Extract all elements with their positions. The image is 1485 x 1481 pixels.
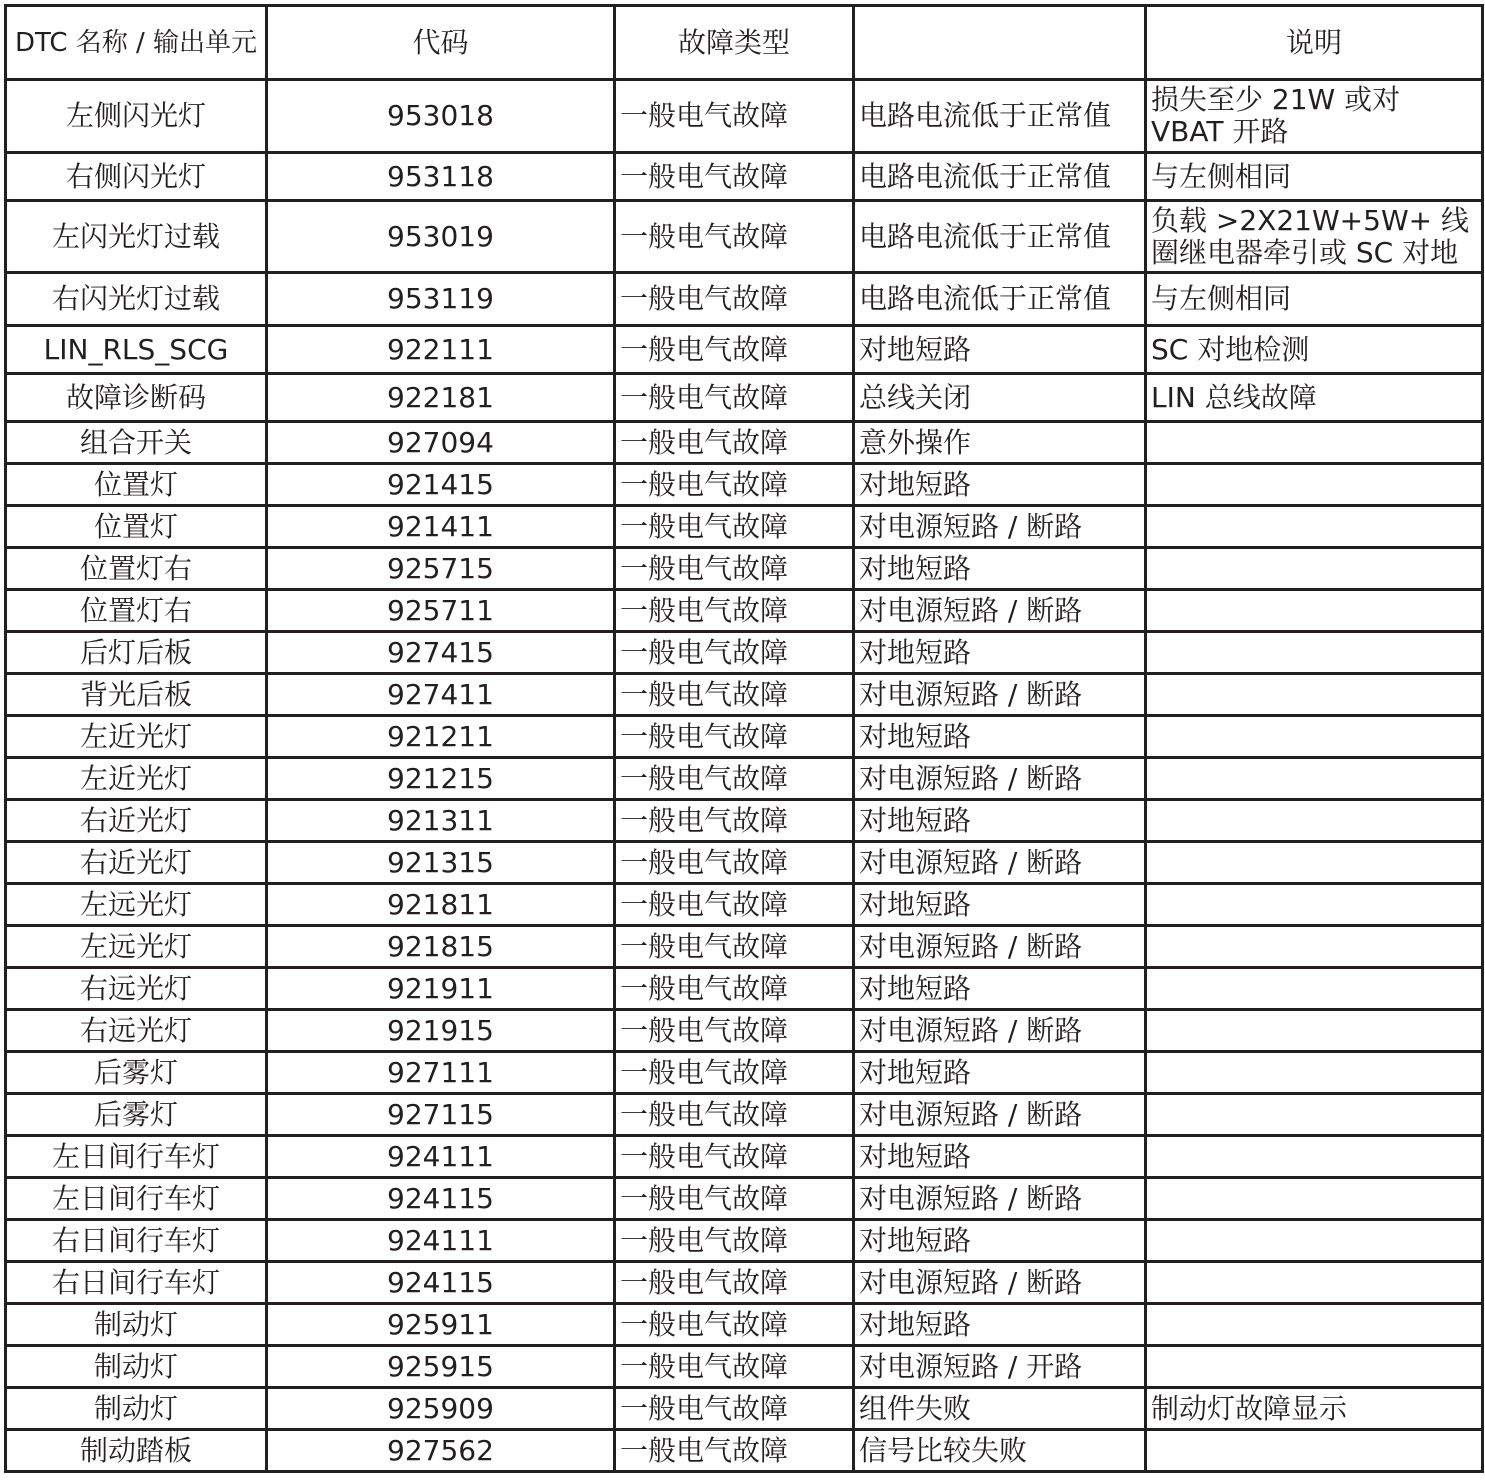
cell-dtc-name: 左日间行车灯 (6, 1178, 267, 1220)
cell-code: 924115 (267, 1178, 615, 1220)
cell-note (1146, 506, 1483, 548)
table-row (6, 1346, 1483, 1388)
cell-note: 损失至少 21W 或对 VBAT 开路 (1146, 80, 1483, 153)
cell-note: 制动灯故障显示 (1146, 1388, 1483, 1430)
table-row (6, 1430, 1483, 1472)
cell-fault-type: 一般电气故障 (615, 716, 854, 758)
cell-dtc-name: 右近光灯 (6, 800, 267, 842)
cell-dtc-name: 后灯后板 (6, 632, 267, 674)
table-row (6, 1178, 1483, 1220)
cell-note (1146, 1178, 1483, 1220)
cell-fault-type: 一般电气故障 (615, 1388, 854, 1430)
cell-note (1146, 884, 1483, 926)
cell-code: 925911 (267, 1304, 615, 1346)
cell-note: LIN 总线故障 (1146, 374, 1483, 422)
cell-condition: 信号比较失败 (854, 1430, 1146, 1472)
cell-condition: 对电源短路 / 断路 (854, 1094, 1146, 1136)
cell-code: 927115 (267, 1094, 615, 1136)
cell-code: 921215 (267, 758, 615, 800)
cell-dtc-name: 位置灯 (6, 464, 267, 506)
cell-dtc-name: 位置灯 (6, 506, 267, 548)
cell-fault-type: 一般电气故障 (615, 1346, 854, 1388)
table-row (6, 926, 1483, 968)
cell-code: 953118 (267, 153, 615, 201)
cell-note (1146, 1220, 1483, 1262)
table-header-row (6, 6, 1483, 80)
cell-fault-type: 一般电气故障 (615, 758, 854, 800)
cell-note (1146, 800, 1483, 842)
cell-dtc-name: 右闪光灯过载 (6, 273, 267, 326)
cell-dtc-name: 右近光灯 (6, 842, 267, 884)
cell-fault-type: 一般电气故障 (615, 153, 854, 201)
cell-note: SC 对地检测 (1146, 326, 1483, 374)
cell-fault-type: 一般电气故障 (615, 464, 854, 506)
cell-condition: 对电源短路 / 断路 (854, 1178, 1146, 1220)
cell-condition: 对地短路 (854, 1304, 1146, 1346)
cell-fault-type: 一般电气故障 (615, 1094, 854, 1136)
cell-note (1146, 1010, 1483, 1052)
cell-fault-type: 一般电气故障 (615, 1220, 854, 1262)
cell-condition: 电路电流低于正常值 (854, 273, 1146, 326)
cell-dtc-name: 左近光灯 (6, 716, 267, 758)
cell-fault-type: 一般电气故障 (615, 548, 854, 590)
cell-dtc-name: 后雾灯 (6, 1052, 267, 1094)
cell-condition: 对电源短路 / 开路 (854, 1346, 1146, 1388)
cell-condition: 对地短路 (854, 884, 1146, 926)
cell-condition: 对地短路 (854, 1052, 1146, 1094)
cell-dtc-name: 制动灯 (6, 1304, 267, 1346)
cell-condition: 对电源短路 / 断路 (854, 1010, 1146, 1052)
table-row (6, 506, 1483, 548)
cell-code: 921815 (267, 926, 615, 968)
cell-code: 925715 (267, 548, 615, 590)
cell-note (1146, 842, 1483, 884)
cell-fault-type: 一般电气故障 (615, 674, 854, 716)
cell-code: 924111 (267, 1220, 615, 1262)
cell-note (1146, 758, 1483, 800)
table-row (6, 674, 1483, 716)
table-row (6, 884, 1483, 926)
cell-code: 927111 (267, 1052, 615, 1094)
cell-dtc-name: 右日间行车灯 (6, 1220, 267, 1262)
cell-code: 921415 (267, 464, 615, 506)
cell-fault-type: 一般电气故障 (615, 1304, 854, 1346)
cell-fault-type: 一般电气故障 (615, 273, 854, 326)
cell-dtc-name: 左近光灯 (6, 758, 267, 800)
table-row (6, 590, 1483, 632)
cell-code: 922181 (267, 374, 615, 422)
cell-dtc-name: 右侧闪光灯 (6, 153, 267, 201)
cell-note (1146, 590, 1483, 632)
cell-code: 927411 (267, 674, 615, 716)
cell-dtc-name: 背光后板 (6, 674, 267, 716)
cell-fault-type: 一般电气故障 (615, 926, 854, 968)
table-row (6, 1304, 1483, 1346)
cell-fault-type: 一般电气故障 (615, 326, 854, 374)
cell-dtc-name: 左远光灯 (6, 884, 267, 926)
cell-code: 927562 (267, 1430, 615, 1472)
cell-fault-type: 一般电气故障 (615, 1010, 854, 1052)
cell-fault-type: 一般电气故障 (615, 374, 854, 422)
table-row (6, 1094, 1483, 1136)
cell-condition: 对地短路 (854, 632, 1146, 674)
cell-fault-type: 一般电气故障 (615, 590, 854, 632)
cell-fault-type: 一般电气故障 (615, 1430, 854, 1472)
table-row (6, 326, 1483, 374)
cell-fault-type: 一般电气故障 (615, 800, 854, 842)
header-dtc-name: DTC 名称 / 输出单元 (6, 6, 267, 80)
cell-condition: 电路电流低于正常值 (854, 153, 1146, 201)
cell-fault-type: 一般电气故障 (615, 1052, 854, 1094)
cell-dtc-name: 左侧闪光灯 (6, 80, 267, 153)
cell-note (1146, 1052, 1483, 1094)
table-row (6, 548, 1483, 590)
cell-code: 922111 (267, 326, 615, 374)
cell-dtc-name: 故障诊断码 (6, 374, 267, 422)
cell-dtc-name: 左闪光灯过载 (6, 201, 267, 273)
cell-condition: 对地短路 (854, 800, 1146, 842)
cell-code: 927094 (267, 422, 615, 464)
cell-fault-type: 一般电气故障 (615, 422, 854, 464)
cell-dtc-name: 左日间行车灯 (6, 1136, 267, 1178)
cell-code: 927415 (267, 632, 615, 674)
cell-condition: 对地短路 (854, 1136, 1146, 1178)
cell-dtc-name: 组合开关 (6, 422, 267, 464)
cell-dtc-name: 后雾灯 (6, 1094, 267, 1136)
cell-condition: 对电源短路 / 断路 (854, 758, 1146, 800)
cell-note (1146, 926, 1483, 968)
table-row (6, 632, 1483, 674)
cell-code: 924111 (267, 1136, 615, 1178)
cell-note (1146, 716, 1483, 758)
table-row (6, 800, 1483, 842)
table-row (6, 716, 1483, 758)
cell-condition: 对电源短路 / 断路 (854, 1262, 1146, 1304)
cell-condition: 意外操作 (854, 422, 1146, 464)
cell-dtc-name: 右远光灯 (6, 968, 267, 1010)
cell-code: 921315 (267, 842, 615, 884)
cell-note (1146, 1346, 1483, 1388)
cell-condition: 电路电流低于正常值 (854, 80, 1146, 153)
cell-dtc-name: 制动灯 (6, 1346, 267, 1388)
cell-dtc-name: 右日间行车灯 (6, 1262, 267, 1304)
cell-code: 925915 (267, 1346, 615, 1388)
cell-condition: 对地短路 (854, 548, 1146, 590)
cell-condition: 对电源短路 / 断路 (854, 506, 1146, 548)
table-row (6, 1220, 1483, 1262)
cell-fault-type: 一般电气故障 (615, 1262, 854, 1304)
cell-condition: 对地短路 (854, 968, 1146, 1010)
cell-dtc-name: 制动灯 (6, 1388, 267, 1430)
cell-code: 953119 (267, 273, 615, 326)
cell-fault-type: 一般电气故障 (615, 1178, 854, 1220)
cell-condition: 对地短路 (854, 1220, 1146, 1262)
cell-note (1146, 1430, 1483, 1472)
dtc-table (4, 4, 1484, 1473)
cell-condition: 对电源短路 / 断路 (854, 674, 1146, 716)
cell-code: 921811 (267, 884, 615, 926)
table-row (6, 1136, 1483, 1178)
cell-note: 负载 >2X21W+5W+ 线圈继电器牵引或 SC 对地 (1146, 201, 1483, 273)
cell-code: 924115 (267, 1262, 615, 1304)
header-code: 代码 (267, 6, 615, 80)
cell-condition: 总线关闭 (854, 374, 1146, 422)
cell-fault-type: 一般电气故障 (615, 968, 854, 1010)
cell-code: 921311 (267, 800, 615, 842)
cell-code: 925909 (267, 1388, 615, 1430)
cell-code: 921211 (267, 716, 615, 758)
header-fault-type: 故障类型 (615, 6, 854, 80)
cell-fault-type: 一般电气故障 (615, 1136, 854, 1178)
cell-note: 与左侧相同 (1146, 273, 1483, 326)
table-row (6, 1052, 1483, 1094)
cell-fault-type: 一般电气故障 (615, 80, 854, 153)
cell-code: 953019 (267, 201, 615, 273)
header-condition (854, 6, 1146, 80)
table-row (6, 1388, 1483, 1430)
cell-note (1146, 422, 1483, 464)
cell-dtc-name: 左远光灯 (6, 926, 267, 968)
cell-code: 921411 (267, 506, 615, 548)
cell-code: 921911 (267, 968, 615, 1010)
table-row (6, 80, 1483, 153)
cell-note (1146, 1136, 1483, 1178)
cell-code: 925711 (267, 590, 615, 632)
table-row (6, 968, 1483, 1010)
cell-note (1146, 968, 1483, 1010)
cell-condition: 对地短路 (854, 326, 1146, 374)
cell-condition: 对电源短路 / 断路 (854, 590, 1146, 632)
cell-note (1146, 674, 1483, 716)
cell-note (1146, 1304, 1483, 1346)
cell-fault-type: 一般电气故障 (615, 632, 854, 674)
cell-dtc-name: 制动踏板 (6, 1430, 267, 1472)
cell-dtc-name: 位置灯右 (6, 590, 267, 632)
cell-condition: 对电源短路 / 断路 (854, 926, 1146, 968)
cell-note: 与左侧相同 (1146, 153, 1483, 201)
table-row (6, 273, 1483, 326)
table-row (6, 374, 1483, 422)
cell-fault-type: 一般电气故障 (615, 884, 854, 926)
cell-fault-type: 一般电气故障 (615, 506, 854, 548)
cell-fault-type: 一般电气故障 (615, 201, 854, 273)
cell-note (1146, 1262, 1483, 1304)
table-row (6, 422, 1483, 464)
cell-condition: 对地短路 (854, 464, 1146, 506)
cell-dtc-name: LIN_RLS_SCG (6, 326, 267, 374)
cell-condition: 对电源短路 / 断路 (854, 842, 1146, 884)
table-row (6, 1010, 1483, 1052)
table-row (6, 464, 1483, 506)
cell-note (1146, 1094, 1483, 1136)
cell-dtc-name: 位置灯右 (6, 548, 267, 590)
cell-fault-type: 一般电气故障 (615, 842, 854, 884)
cell-note (1146, 632, 1483, 674)
cell-code: 921915 (267, 1010, 615, 1052)
table-body (6, 80, 1483, 1472)
header-note: 说明 (1146, 6, 1483, 80)
cell-note (1146, 464, 1483, 506)
table-row (6, 842, 1483, 884)
cell-dtc-name: 右远光灯 (6, 1010, 267, 1052)
cell-condition: 对地短路 (854, 716, 1146, 758)
cell-code: 953018 (267, 80, 615, 153)
table-row (6, 758, 1483, 800)
cell-condition: 组件失败 (854, 1388, 1146, 1430)
table-row (6, 153, 1483, 201)
cell-note (1146, 548, 1483, 590)
table-row (6, 1262, 1483, 1304)
cell-condition: 电路电流低于正常值 (854, 201, 1146, 273)
table-row (6, 201, 1483, 273)
